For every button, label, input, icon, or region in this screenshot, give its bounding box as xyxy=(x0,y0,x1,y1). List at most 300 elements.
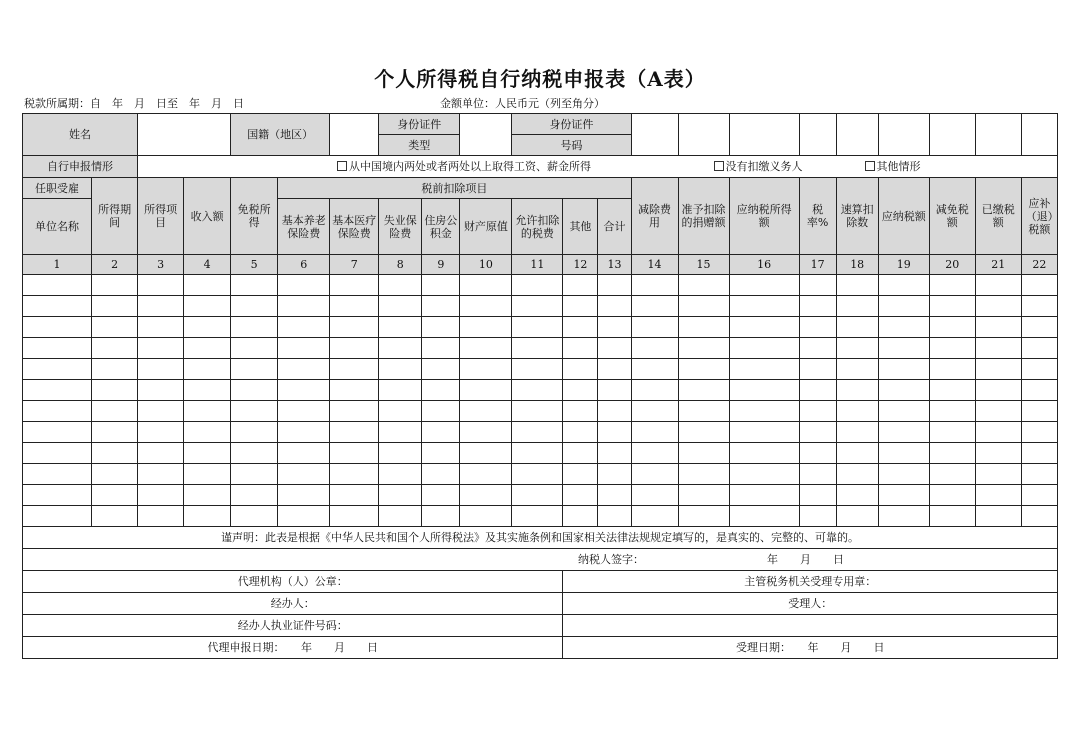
entry-cell[interactable] xyxy=(512,485,563,506)
entry-cell[interactable] xyxy=(836,296,878,317)
entry-cell[interactable] xyxy=(799,401,836,422)
entry-cell[interactable] xyxy=(231,275,278,296)
checkbox-icon[interactable] xyxy=(865,161,875,171)
entry-cell[interactable] xyxy=(92,506,138,527)
entry-cell[interactable] xyxy=(92,317,138,338)
entry-cell[interactable] xyxy=(598,338,631,359)
name-field[interactable] xyxy=(138,114,231,156)
entry-cell[interactable] xyxy=(138,296,184,317)
entry-cell[interactable] xyxy=(563,401,598,422)
entry-cell[interactable] xyxy=(678,317,729,338)
entry-cell[interactable] xyxy=(729,359,799,380)
entry-cell[interactable] xyxy=(138,401,184,422)
entry-cell[interactable] xyxy=(278,485,330,506)
entry-cell[interactable] xyxy=(729,401,799,422)
entry-cell[interactable] xyxy=(512,443,563,464)
entry-cell[interactable] xyxy=(379,338,422,359)
entry-cell[interactable] xyxy=(678,506,729,527)
entry-cell[interactable] xyxy=(799,485,836,506)
entry-cell[interactable] xyxy=(460,464,512,485)
entry-cell[interactable] xyxy=(929,506,975,527)
entry-cell[interactable] xyxy=(23,443,92,464)
entry-cell[interactable] xyxy=(598,380,631,401)
entry-cell[interactable] xyxy=(23,506,92,527)
entry-cell[interactable] xyxy=(379,485,422,506)
entry-cell[interactable] xyxy=(836,317,878,338)
entry-cell[interactable] xyxy=(23,401,92,422)
entry-cell[interactable] xyxy=(631,443,678,464)
entry-cell[interactable] xyxy=(563,422,598,443)
declaration-text: 谨声明：此表是根据《中华人民共和国个人所得税法》及其实施条例和国家相关法律法规规定填写的，是真实的、完整的、可靠的。 xyxy=(23,527,1058,549)
entry-cell[interactable] xyxy=(563,296,598,317)
id-digit-box[interactable] xyxy=(975,114,1021,156)
entry-cell[interactable] xyxy=(975,338,1021,359)
entry-cell[interactable] xyxy=(138,275,184,296)
id-digit-box[interactable] xyxy=(799,114,836,156)
entry-cell[interactable] xyxy=(379,380,422,401)
entry-cell[interactable] xyxy=(975,422,1021,443)
entry-cell[interactable] xyxy=(460,401,512,422)
entry-cell[interactable] xyxy=(878,380,929,401)
entry-cell[interactable] xyxy=(138,422,184,443)
entry-cell[interactable] xyxy=(278,296,330,317)
entry-cell[interactable] xyxy=(379,275,422,296)
id-digit-box[interactable] xyxy=(1021,114,1057,156)
entry-cell[interactable] xyxy=(1021,296,1057,317)
entry-cell[interactable] xyxy=(1021,380,1057,401)
entry-cell[interactable] xyxy=(422,296,460,317)
entry-cell[interactable] xyxy=(184,422,231,443)
entry-cell[interactable] xyxy=(929,422,975,443)
entry-cell[interactable] xyxy=(23,338,92,359)
entry-cell[interactable] xyxy=(799,464,836,485)
entry-cell[interactable] xyxy=(184,380,231,401)
entry-cell[interactable] xyxy=(330,464,379,485)
entry-cell[interactable] xyxy=(1021,506,1057,527)
entry-cell[interactable] xyxy=(563,338,598,359)
entry-cell[interactable] xyxy=(422,401,460,422)
entry-cell[interactable] xyxy=(23,485,92,506)
tax-office-seal-label[interactable]: 主管税务机关受理专用章： xyxy=(563,571,1058,593)
entry-cell[interactable] xyxy=(598,317,631,338)
column-number: 13 xyxy=(598,255,631,275)
entry-cell[interactable] xyxy=(631,359,678,380)
entry-cell[interactable] xyxy=(678,296,729,317)
checkbox-icon[interactable] xyxy=(337,161,347,171)
entry-cell[interactable] xyxy=(330,485,379,506)
entry-cell[interactable] xyxy=(1021,359,1057,380)
entry-cell[interactable] xyxy=(330,506,379,527)
entry-cell[interactable] xyxy=(929,317,975,338)
entry-cell[interactable] xyxy=(929,380,975,401)
entry-cell[interactable] xyxy=(512,422,563,443)
entry-cell[interactable] xyxy=(563,359,598,380)
entry-cell[interactable] xyxy=(598,422,631,443)
entry-cell[interactable] xyxy=(138,464,184,485)
entry-cell[interactable] xyxy=(929,275,975,296)
entry-cell[interactable] xyxy=(379,422,422,443)
entry-cell[interactable] xyxy=(184,296,231,317)
entry-cell[interactable] xyxy=(138,317,184,338)
entry-cell[interactable] xyxy=(512,464,563,485)
entry-cell[interactable] xyxy=(929,401,975,422)
checkbox-icon[interactable] xyxy=(714,161,724,171)
entry-cell[interactable] xyxy=(975,485,1021,506)
entry-cell[interactable] xyxy=(92,401,138,422)
entry-cell[interactable] xyxy=(975,401,1021,422)
entry-cell[interactable] xyxy=(231,338,278,359)
entry-cell[interactable] xyxy=(799,338,836,359)
entry-cell[interactable] xyxy=(460,422,512,443)
entry-cell[interactable] xyxy=(878,422,929,443)
entry-cell[interactable] xyxy=(278,401,330,422)
entry-cell[interactable] xyxy=(631,464,678,485)
entry-cell[interactable] xyxy=(422,443,460,464)
entry-cell[interactable] xyxy=(231,380,278,401)
entry-cell[interactable] xyxy=(460,317,512,338)
entry-cell[interactable] xyxy=(729,317,799,338)
entry-cell[interactable] xyxy=(330,443,379,464)
entry-cell[interactable] xyxy=(422,275,460,296)
entry-cell[interactable] xyxy=(460,443,512,464)
entry-cell[interactable] xyxy=(929,464,975,485)
entry-cell[interactable] xyxy=(184,359,231,380)
entry-cell[interactable] xyxy=(379,506,422,527)
entry-cell[interactable] xyxy=(23,296,92,317)
entry-cell[interactable] xyxy=(975,275,1021,296)
entry-cell[interactable] xyxy=(512,401,563,422)
entry-cell[interactable] xyxy=(975,380,1021,401)
entry-cell[interactable] xyxy=(563,464,598,485)
entry-cell[interactable] xyxy=(878,296,929,317)
entry-cell[interactable] xyxy=(278,443,330,464)
entry-cell[interactable] xyxy=(422,464,460,485)
entry-cell[interactable] xyxy=(330,380,379,401)
entry-cell[interactable] xyxy=(631,317,678,338)
entry-cell[interactable] xyxy=(678,401,729,422)
entry-cell[interactable] xyxy=(231,401,278,422)
entry-cell[interactable] xyxy=(278,275,330,296)
entry-cell[interactable] xyxy=(379,359,422,380)
entry-cell[interactable] xyxy=(729,380,799,401)
entry-cell[interactable] xyxy=(231,506,278,527)
entry-cell[interactable] xyxy=(878,359,929,380)
col-income-amount: 收入额 xyxy=(184,178,231,255)
entry-cell[interactable] xyxy=(598,296,631,317)
entry-cell[interactable] xyxy=(678,380,729,401)
entry-cell[interactable] xyxy=(92,485,138,506)
entry-cell[interactable] xyxy=(799,422,836,443)
entry-cell[interactable] xyxy=(836,506,878,527)
entry-cell[interactable] xyxy=(330,422,379,443)
entry-cell[interactable] xyxy=(23,422,92,443)
entry-cell[interactable] xyxy=(836,359,878,380)
entry-cell[interactable] xyxy=(678,422,729,443)
entry-cell[interactable] xyxy=(23,317,92,338)
agency-seal-label[interactable]: 代理机构（人）公章： xyxy=(23,571,563,593)
id-digit-box[interactable] xyxy=(929,114,975,156)
entry-cell[interactable] xyxy=(1021,464,1057,485)
entry-cell[interactable] xyxy=(799,506,836,527)
entry-cell[interactable] xyxy=(729,338,799,359)
entry-cell[interactable] xyxy=(729,275,799,296)
entry-cell[interactable] xyxy=(729,485,799,506)
data-rows xyxy=(23,275,1058,527)
entry-cell[interactable] xyxy=(184,443,231,464)
entry-cell[interactable] xyxy=(278,422,330,443)
taxpayer-signature-row[interactable] xyxy=(23,549,1058,571)
entry-cell[interactable] xyxy=(799,296,836,317)
entry-cell[interactable] xyxy=(836,275,878,296)
entry-cell[interactable] xyxy=(330,296,379,317)
entry-cell[interactable] xyxy=(878,275,929,296)
entry-cell[interactable] xyxy=(460,506,512,527)
entry-cell[interactable] xyxy=(563,317,598,338)
id-type-field[interactable] xyxy=(460,114,512,156)
id-digit-box[interactable] xyxy=(678,114,729,156)
id-digit-box[interactable] xyxy=(878,114,929,156)
entry-cell[interactable] xyxy=(729,443,799,464)
entry-cell[interactable] xyxy=(184,485,231,506)
col-tax-reduced: 减免税额 xyxy=(929,178,975,255)
entry-cell[interactable] xyxy=(278,506,330,527)
entry-cell[interactable] xyxy=(929,485,975,506)
entry-cell[interactable] xyxy=(512,317,563,338)
entry-cell[interactable] xyxy=(975,317,1021,338)
entry-cell[interactable] xyxy=(878,401,929,422)
entry-cell[interactable] xyxy=(23,464,92,485)
entry-cell[interactable] xyxy=(1021,338,1057,359)
entry-cell[interactable] xyxy=(929,359,975,380)
entry-cell[interactable] xyxy=(92,464,138,485)
entry-cell[interactable] xyxy=(799,359,836,380)
entry-cell[interactable] xyxy=(836,380,878,401)
entry-cell[interactable] xyxy=(92,422,138,443)
entry-cell[interactable] xyxy=(563,380,598,401)
entry-cell[interactable] xyxy=(512,380,563,401)
option-multiple-sources[interactable] xyxy=(275,160,652,173)
entry-cell[interactable] xyxy=(231,422,278,443)
column-number: 12 xyxy=(563,255,598,275)
entry-cell[interactable] xyxy=(23,380,92,401)
entry-cell[interactable] xyxy=(878,485,929,506)
entry-cell[interactable] xyxy=(231,359,278,380)
entry-cell[interactable] xyxy=(836,443,878,464)
entry-cell[interactable] xyxy=(512,338,563,359)
entry-cell[interactable] xyxy=(563,443,598,464)
entry-cell[interactable] xyxy=(729,464,799,485)
entry-cell[interactable] xyxy=(422,317,460,338)
option-other[interactable] xyxy=(865,160,921,173)
entry-cell[interactable] xyxy=(460,338,512,359)
entry-cell[interactable] xyxy=(878,506,929,527)
entry-cell[interactable] xyxy=(729,296,799,317)
entry-cell[interactable] xyxy=(460,380,512,401)
entry-cell[interactable] xyxy=(878,464,929,485)
entry-cell[interactable] xyxy=(92,359,138,380)
column-number: 21 xyxy=(975,255,1021,275)
entry-cell[interactable] xyxy=(1021,443,1057,464)
entry-cell[interactable] xyxy=(278,359,330,380)
entry-cell[interactable] xyxy=(512,296,563,317)
entry-cell[interactable] xyxy=(799,317,836,338)
entry-cell[interactable] xyxy=(631,338,678,359)
entry-cell[interactable] xyxy=(598,359,631,380)
entry-cell[interactable] xyxy=(598,275,631,296)
entry-cell[interactable] xyxy=(138,485,184,506)
entry-cell[interactable] xyxy=(1021,485,1057,506)
entry-cell[interactable] xyxy=(631,275,678,296)
entry-cell[interactable] xyxy=(929,296,975,317)
option-no-withholder[interactable] xyxy=(652,160,865,173)
entry-cell[interactable] xyxy=(878,338,929,359)
entry-cell[interactable] xyxy=(460,296,512,317)
entry-cell[interactable] xyxy=(631,380,678,401)
entry-cell[interactable] xyxy=(836,422,878,443)
entry-cell[interactable] xyxy=(929,338,975,359)
entry-cell[interactable] xyxy=(138,443,184,464)
agent-date-label[interactable]: 代理申报日期： 年 月 日 xyxy=(23,637,563,659)
entry-cell[interactable] xyxy=(598,401,631,422)
handler-cert-label[interactable]: 经办人执业证件号码： xyxy=(23,615,563,637)
entry-cell[interactable] xyxy=(330,338,379,359)
entry-cell[interactable] xyxy=(512,275,563,296)
entry-cell[interactable] xyxy=(512,506,563,527)
entry-cell[interactable] xyxy=(836,338,878,359)
entry-cell[interactable] xyxy=(422,338,460,359)
receiver-label[interactable]: 受理人： xyxy=(563,593,1058,615)
entry-cell[interactable] xyxy=(92,296,138,317)
entry-cell[interactable] xyxy=(729,506,799,527)
entry-cell[interactable] xyxy=(460,275,512,296)
entry-cell[interactable] xyxy=(975,506,1021,527)
entry-cell[interactable] xyxy=(422,380,460,401)
entry-cell[interactable] xyxy=(92,443,138,464)
id-digit-box[interactable] xyxy=(631,114,678,156)
entry-cell[interactable] xyxy=(231,317,278,338)
entry-cell[interactable] xyxy=(422,422,460,443)
entry-cell[interactable] xyxy=(92,275,138,296)
entry-cell[interactable] xyxy=(598,464,631,485)
entry-cell[interactable] xyxy=(836,485,878,506)
entry-cell[interactable] xyxy=(799,443,836,464)
entry-cell[interactable] xyxy=(379,296,422,317)
entry-cell[interactable] xyxy=(598,443,631,464)
nationality-field[interactable] xyxy=(330,114,379,156)
entry-cell[interactable] xyxy=(631,485,678,506)
entry-cell[interactable] xyxy=(138,338,184,359)
id-digit-box[interactable] xyxy=(836,114,878,156)
entry-cell[interactable] xyxy=(278,338,330,359)
entry-cell[interactable] xyxy=(878,443,929,464)
entry-cell[interactable] xyxy=(184,338,231,359)
accept-date-label[interactable]: 受理日期： 年 月 日 xyxy=(563,637,1058,659)
entry-cell[interactable] xyxy=(836,401,878,422)
table-row xyxy=(23,338,1058,359)
entry-cell[interactable] xyxy=(929,443,975,464)
entry-cell[interactable] xyxy=(330,401,379,422)
entry-cell[interactable] xyxy=(1021,422,1057,443)
entry-cell[interactable] xyxy=(422,359,460,380)
entry-cell[interactable] xyxy=(231,296,278,317)
entry-cell[interactable] xyxy=(278,317,330,338)
entry-cell[interactable] xyxy=(799,380,836,401)
entry-cell[interactable] xyxy=(184,401,231,422)
entry-cell[interactable] xyxy=(422,485,460,506)
entry-cell[interactable] xyxy=(184,506,231,527)
entry-cell[interactable] xyxy=(836,464,878,485)
entry-cell[interactable] xyxy=(563,275,598,296)
entry-cell[interactable] xyxy=(631,296,678,317)
entry-cell[interactable] xyxy=(184,464,231,485)
handler-label[interactable]: 经办人： xyxy=(23,593,563,615)
entry-cell[interactable] xyxy=(231,464,278,485)
entry-cell[interactable] xyxy=(975,359,1021,380)
entry-cell[interactable] xyxy=(1021,401,1057,422)
entry-cell[interactable] xyxy=(799,275,836,296)
option-label: 其他情形 xyxy=(876,160,921,173)
entry-cell[interactable] xyxy=(678,338,729,359)
entry-cell[interactable] xyxy=(184,275,231,296)
entry-cell[interactable] xyxy=(563,506,598,527)
entry-cell[interactable] xyxy=(460,359,512,380)
entry-cell[interactable] xyxy=(330,359,379,380)
entry-cell[interactable] xyxy=(678,275,729,296)
entry-cell[interactable] xyxy=(563,485,598,506)
entry-cell[interactable] xyxy=(729,422,799,443)
entry-cell[interactable] xyxy=(975,443,1021,464)
entry-cell[interactable] xyxy=(598,506,631,527)
entry-cell[interactable] xyxy=(138,380,184,401)
entry-cell[interactable] xyxy=(278,464,330,485)
entry-cell[interactable] xyxy=(1021,317,1057,338)
entry-cell[interactable] xyxy=(460,485,512,506)
entry-cell[interactable] xyxy=(330,317,379,338)
entry-cell[interactable] xyxy=(379,443,422,464)
entry-cell[interactable] xyxy=(138,506,184,527)
entry-cell[interactable] xyxy=(975,464,1021,485)
entry-cell[interactable] xyxy=(92,380,138,401)
entry-cell[interactable] xyxy=(330,275,379,296)
entry-cell[interactable] xyxy=(878,317,929,338)
table-row xyxy=(23,317,1058,338)
entry-cell[interactable] xyxy=(278,380,330,401)
entry-cell[interactable] xyxy=(631,401,678,422)
entry-cell[interactable] xyxy=(631,422,678,443)
entry-cell[interactable] xyxy=(631,506,678,527)
entry-cell[interactable] xyxy=(678,485,729,506)
entry-cell[interactable] xyxy=(231,443,278,464)
entry-cell[interactable] xyxy=(379,317,422,338)
entry-cell[interactable] xyxy=(598,485,631,506)
entry-cell[interactable] xyxy=(512,359,563,380)
entry-cell[interactable] xyxy=(379,464,422,485)
entry-cell[interactable] xyxy=(138,359,184,380)
id-digit-box[interactable] xyxy=(729,114,799,156)
entry-cell[interactable] xyxy=(92,338,138,359)
entry-cell[interactable] xyxy=(379,401,422,422)
entry-cell[interactable] xyxy=(23,275,92,296)
entry-cell[interactable] xyxy=(975,296,1021,317)
entry-cell[interactable] xyxy=(678,359,729,380)
entry-cell[interactable] xyxy=(231,485,278,506)
entry-cell[interactable] xyxy=(23,359,92,380)
entry-cell[interactable] xyxy=(1021,275,1057,296)
entry-cell[interactable] xyxy=(678,464,729,485)
entry-cell[interactable] xyxy=(678,443,729,464)
entry-cell[interactable] xyxy=(184,317,231,338)
entry-cell[interactable] xyxy=(422,506,460,527)
